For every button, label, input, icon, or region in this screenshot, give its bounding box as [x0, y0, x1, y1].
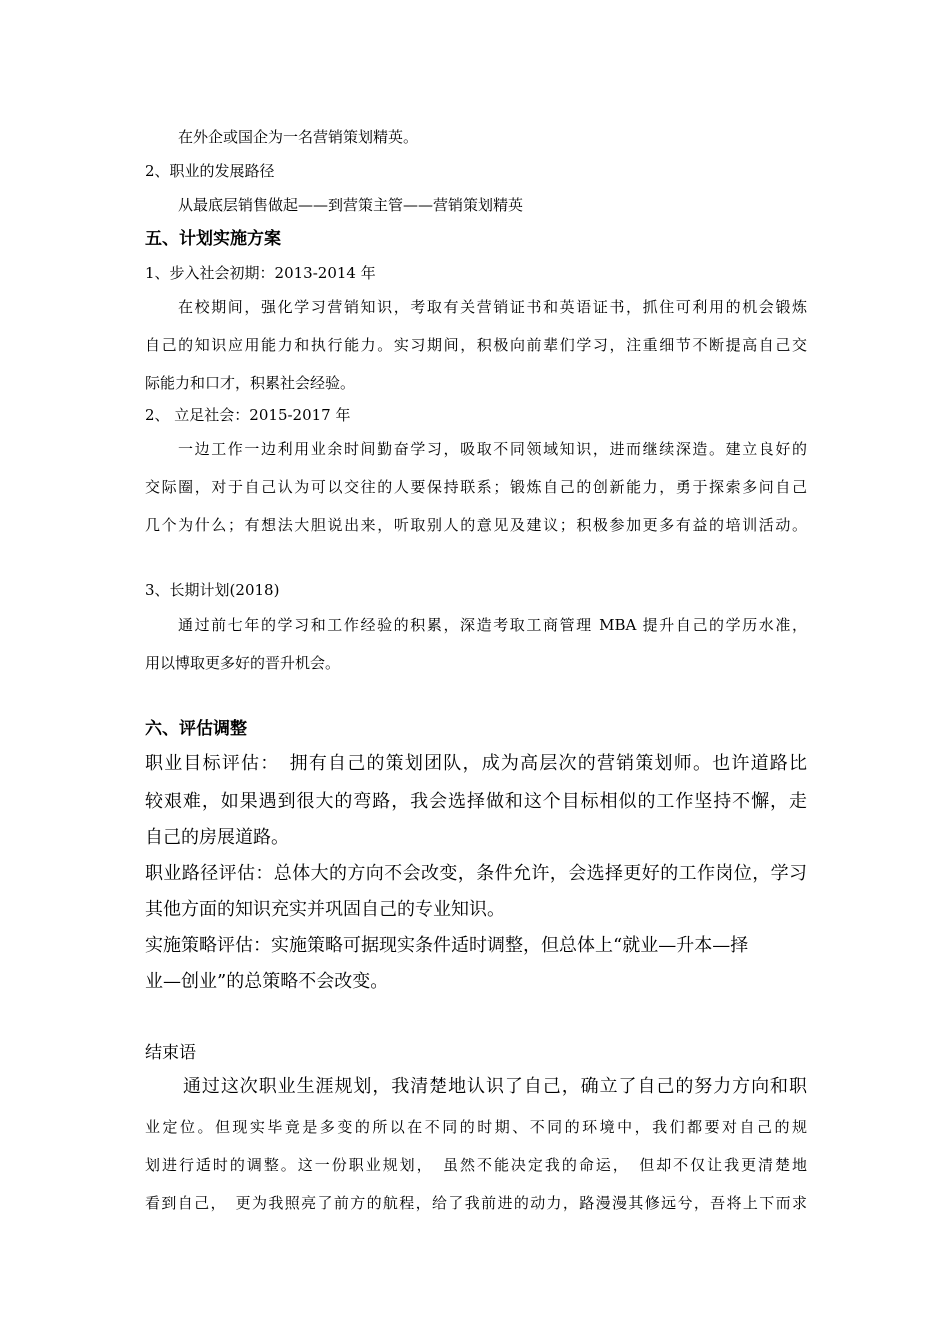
paragraph-line: 其他方面的知识充实并巩固自己的专业知识。 [145, 899, 505, 920]
paragraph-line: 看到自己， 更为我照亮了前方的航程，给了我前进的动力，路漫漫其修远兮，吾将上下而求 [145, 1194, 807, 1212]
paragraph-line: 职业目标评估： 拥有自己的策划团队，成为高层次的营销策划师。也许道路比 [145, 753, 807, 774]
subheading: 3、长期计划(2018) [145, 581, 280, 599]
paragraph-line: 在外企或国企为一名营销策划精英。 [178, 128, 419, 146]
paragraph-line: 实施策略评估：实施策略可据现实条件适时调整，但总体上“就业—升本—择 [145, 935, 749, 956]
subheading: 2、 立足社会：2015-2017 年 [145, 406, 351, 424]
subheading: 2、职业的发展路径 [145, 162, 275, 180]
paragraph-line: 通过这次职业生涯规划，我清楚地认识了自己，确立了自己的努力方向和职 [183, 1076, 807, 1097]
paragraph-line: 划进行适时的调整。这一份职业规划， 虽然不能决定我的命运， 但却不仅让我更清楚地 [145, 1156, 807, 1174]
paragraph-line: 一边工作一边利用业余时间勤奋学习，吸取不同领域知识，进而继续深造。建立良好的 [178, 440, 807, 458]
paragraph-line: 际能力和口才，积累社会经验。 [145, 374, 356, 392]
paragraph-line: 职业路径评估：总体大的方向不会改变，条件允许，会选择更好的工作岗位，学习 [145, 863, 807, 884]
section-heading: 六、评估调整 [145, 719, 247, 739]
section-heading: 五、计划实施方案 [145, 229, 281, 249]
paragraph-line: 自己的房展道路。 [145, 827, 289, 848]
subheading: 1、步入社会初期：2013-2014 年 [145, 264, 376, 282]
paragraph-line: 几个为什么；有想法大胆说出来，听取别人的意见及建议；积极参加更多有益的培训活动。 [145, 516, 807, 534]
paragraph-line: 从最底层销售做起——到营策主管——营销策划精英 [178, 196, 524, 214]
paragraph-line: 交际圈，对于自己认为可以交往的人要保持联系；锻炼自己的创新能力，勇于探索多问自己 [145, 478, 807, 496]
closing-heading: 结束语 [145, 1043, 196, 1063]
paragraph-line: 在校期间，强化学习营销知识，考取有关营销证书和英语证书，抓住可利用的机会锻炼 [178, 298, 807, 316]
paragraph-line: 自己的知识应用能力和执行能力。实习期间，积极向前辈们学习，注重细节不断提高自己交 [145, 336, 807, 354]
paragraph-line: 用以博取更多好的晋升机会。 [145, 654, 341, 672]
paragraph-line: 通过前七年的学习和工作经验的积累，深造考取工商管理 MBA 提升自己的学历水准， [178, 616, 807, 634]
paragraph-line: 较艰难，如果遇到很大的弯路，我会选择做和这个目标相似的工作坚持不懈，走 [145, 791, 807, 812]
paragraph-line: 业—创业”的总策略不会改变。 [145, 971, 389, 992]
paragraph-line: 业定位。但现实毕竟是多变的所以在不同的时期、不同的环境中，我们都要对自己的规 [145, 1118, 807, 1136]
